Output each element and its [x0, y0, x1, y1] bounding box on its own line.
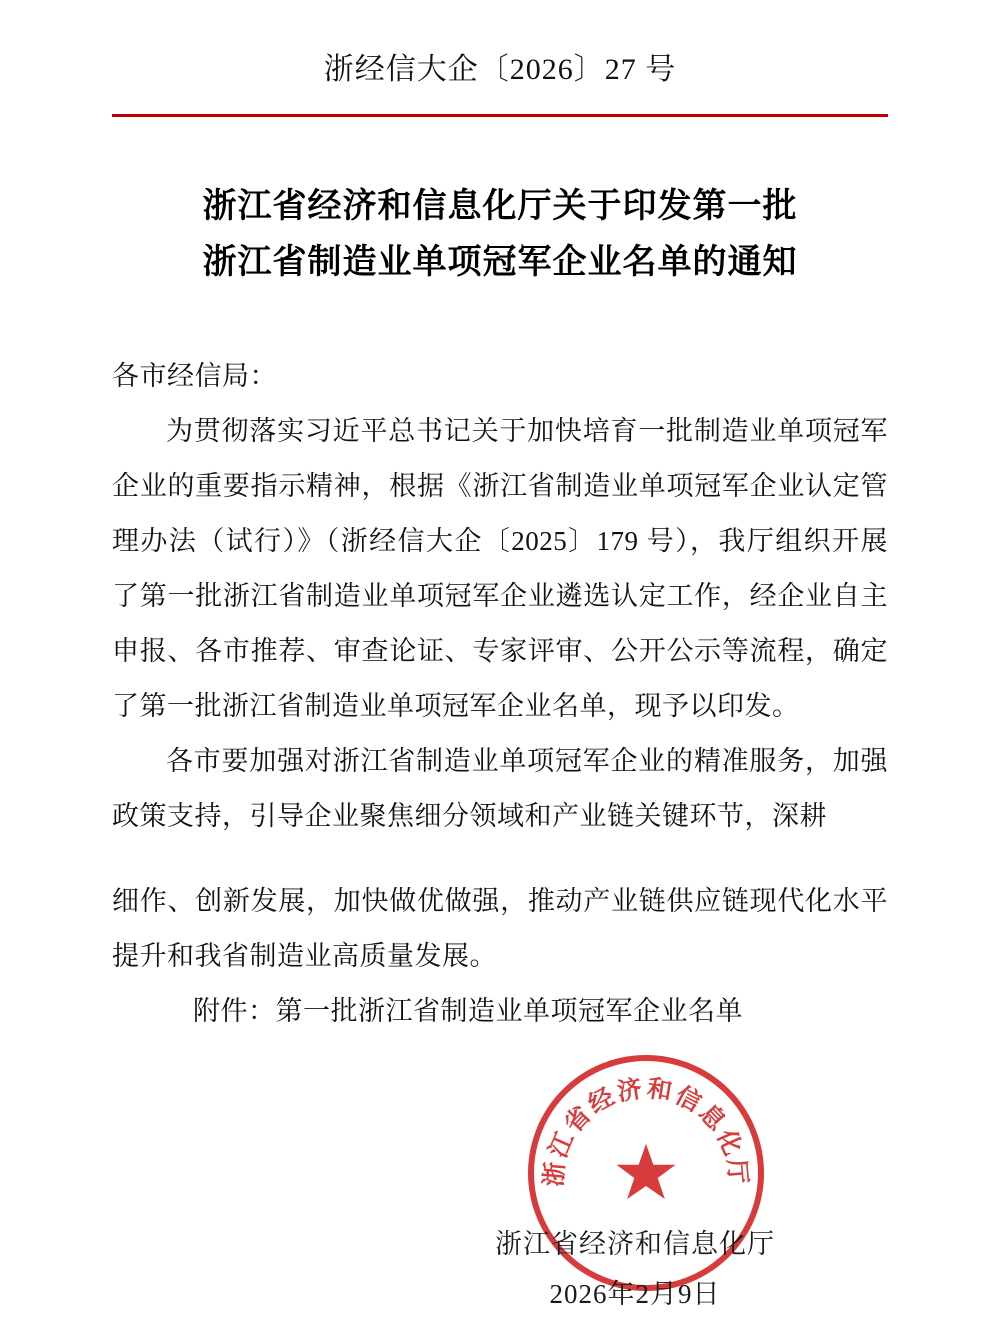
- svg-text:浙江省经济和信息化厅: 浙江省经济和信息化厅: [540, 1075, 752, 1188]
- red-separator-rule: [112, 114, 888, 117]
- signature-date: 2026年2月9日: [549, 1279, 721, 1309]
- five-point-star-icon: [615, 1142, 677, 1204]
- salutation: 各市经信局：: [112, 361, 277, 392]
- document-number: 浙经信大企〔2026〕27 号: [323, 53, 677, 86]
- body-paragraph-2: 各市要加强对浙江省制造业单项冠军企业的精准服务，加强政策支持，引导企业聚焦细分领域和产业链关键环节，深耕: [112, 746, 888, 832]
- signature-block: [420, 1219, 850, 1319]
- signature-organization: 浙江省经济和信息化厅: [495, 1229, 775, 1259]
- document-title: [112, 179, 888, 291]
- body-paragraph-1: 为贯彻落实习近平总书记关于加快培育一批制造业单项冠军企业的重要指示精神，根据《浙江省制造业单项冠军企业认定管理办法（试行）》（浙经信大企〔2025〕179 号），我厅组织开展了第一批浙江省制造业单项冠军企业遴选认定工作，经企业自主申报、各市推荐、审查论证、专家评审、公开公示等流程，确定了第一批浙江省制造业单项冠军企业名单，现予以印发。: [112, 416, 888, 722]
- body-paragraph-3: 细作、创新发展，加快做优做强，推动产业链供应链现代化水平提升和我省制造业高质量发展。: [112, 886, 888, 972]
- attachment-line: 附件：第一批浙江省制造业单项冠军企业名单: [193, 996, 743, 1027]
- document-title-line-2: 浙江省制造业单项冠军企业名单的通知: [202, 244, 798, 282]
- document-body: [112, 349, 888, 1039]
- document-title-line-1: 浙江省经济和信息化厅关于印发第一批: [202, 188, 798, 225]
